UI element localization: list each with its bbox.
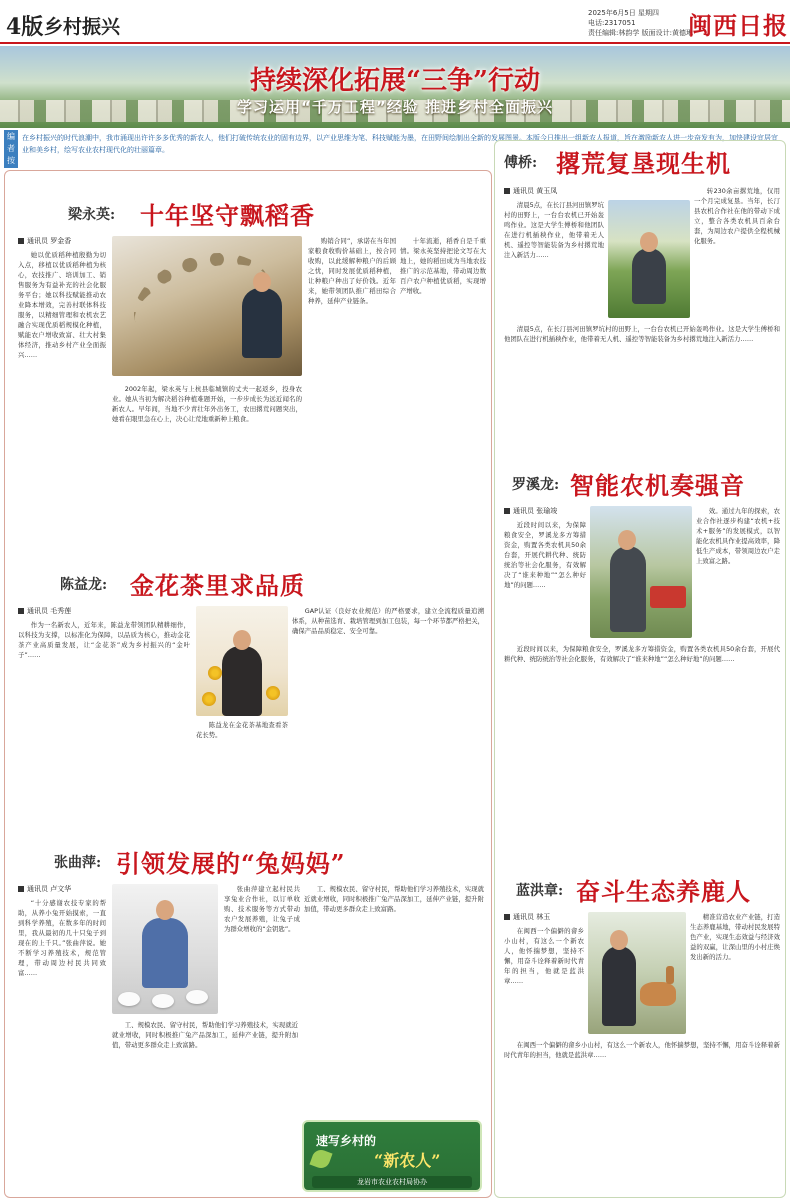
liang-col1: 她以优质稻种植殷勤为切入点，移植以优质稻种植为核心，农技推广、培训加工、销售服务为有益补充的社会化服务平台；她以科技赋能推动农业降本增效，完善村联体科技服务，以精细管理和农机农艺融合实现优质稻规模化种植，赋能农户增收致富、壮大村集体经济，推动乡村产业全面振兴…… (18, 251, 106, 359)
chen-photo (196, 606, 288, 716)
chen-byline: 通讯员 毛秀莲 (18, 606, 71, 616)
issue-meta (588, 8, 693, 38)
lan-person: 蓝洪章: (516, 883, 564, 899)
badge-line2: “新农人” (374, 1151, 441, 1170)
liang-byline: 通讯员 罗金香 (18, 236, 71, 246)
chen-col1: 作为一名新农人，近年来，陈益龙带领团队精耕细作，以科技为支撑，以标准化为保障，以品质为核心，推动金花茶产业高质量发展，让“金花茶”成为乡村振兴的“金叶子”…… (18, 621, 190, 659)
banner-subtitle: 学习运用“千万工程”经验 推进乡村全面振兴 (237, 98, 553, 116)
chen-person: 陈益龙: (60, 577, 108, 593)
issue-editors: 责任编辑:林韵学 版面设计:黄德琳 (588, 29, 693, 37)
fu-col2: 转230余亩撂荒地，仅用一个月完成复垦。当年，长汀县农机合作社在他的带动下成立，整合各类农机具百余台套，为周边农户提供全程机械化服务。 (694, 187, 780, 245)
liang-col3: 购销合同”，承诺在当年国家粮食收购价基础上，按合同收购，以此缓解种粮户的后顾之忧，同时发展优质稻种植，让种粮户种出了好价钱。近年来，她带领团队推广稻田综合种养，延伸产业链条。 (308, 237, 396, 305)
masthead (0, 0, 790, 44)
zhang-col3a: 张曲萍建立起村民共享兔业合作社，以订单收购、技术服务等方式带动农户发展养殖，让兔子成为群众增收的“金钥匙”。 (224, 885, 300, 933)
zhang-col1: “十分感谢农技专家的帮助，从养小兔开始摸索，一直到科学养殖，在数多年的时间里，我从最初的几十只兔子到现在的上千只。”张曲萍说。她不断学习养殖技术，规范管理，带动周边村民共同致富…… (18, 899, 106, 977)
banner-title: 持续深化拓展“三争”行动 (250, 66, 540, 96)
editor-note: 在乡村振兴的时代浪潮中，我市涌现出许许多多优秀的新农人，他们打破传统农业的固有边界，以产业思维为笔、科技赋能为墨，在田野间绘制出全新的发展图景。本版今日推出一组新农人报道，旨在激励新农人进一步奋发有为，加快建设宜居宜业和美乡村，绘写农业农村现代化的壮丽篇章。 (22, 134, 778, 154)
zhang-photo (112, 884, 218, 1014)
luo-col1: 近段时间以来，为保障粮食安全，罗溪龙多方筹措资金，购置各类农机具50余台套，开展代耕代种、统防统治等社会化服务，有效解决了“谁来种地”“怎么种好地”的问题…… (504, 521, 586, 589)
liang-title: 十年坚守飘稻香 (140, 201, 315, 230)
zhang-col3: 工、规模农民、留守村民，帮助他们学习养殖技术，实现就近就业增收，同时积极推广兔产品深加工，延伸产业链，提升附加值，带动更多群众走上致富路。 (304, 885, 484, 913)
issue-phone: 电话:2317051 (588, 19, 636, 27)
fu-person: 傅桥: (504, 155, 538, 171)
zhang-byline: 通讯员 卢文华 (18, 884, 71, 894)
lan-col1: 在闽西一个偏僻的畲乡小山村，有这么一个新农人，他怀揣梦想，坚持不懈，用奋斗诠释着新时代青年的担当，他就是蓝洪章…… (504, 927, 584, 985)
luo-person: 罗溪龙: (512, 477, 560, 493)
fu-col1: 清晨5点，在长汀县河田镇罗坑村的田野上，一台台农机已开始轰鸣作业。这是大学生傅桥和他团队在进行机插秧作业，他带着无人机、遥控等智能装备为乡村撂荒地注入新活力…… (504, 201, 604, 259)
editor-note-tag: 编者按 (4, 130, 18, 168)
new-farmer-badge (302, 1120, 482, 1192)
zhang-col2: 工、规模农民、留守村民，帮助他们学习养殖技术，实现就近就业增收，同时积极推广兔产品深加工，延伸产业链，提升附加值，带动更多群众走上致富路。 (112, 1021, 298, 1049)
chen-title: 金花茶里求品质 (130, 571, 305, 600)
zhang-title: 引领发展的“兔妈妈” (116, 849, 346, 878)
fu-col3: 清晨5点，在长汀县河田镇罗坑村的田野上，一台台农机已开始轰鸣作业。这是大学生傅桥和他团队在进行机插秧作业，他带着无人机、遥控等智能装备为乡村撂荒地注入新活力…… (504, 325, 780, 343)
leaf-icon (309, 1147, 332, 1170)
badge-line1: 速写乡村的 (316, 1134, 377, 1148)
banner (0, 46, 790, 128)
luo-col2: 效。通过九年的探索，农业合作社逐步构建“农机+技术+服务”的发展模式，以智能化农机具作业提高效率，降低生产成本，带领周边农户走上致富之路。 (696, 507, 780, 565)
luo-title: 智能农机奏强音 (570, 471, 745, 500)
fu-photo (608, 200, 690, 318)
lan-title: 奋斗生态养鹿人 (576, 877, 751, 906)
luo-col3: 近段时间以来，为保障粮食安全，罗溪龙多方筹措资金，购置各类农机具50余台套，开展代耕代种、统防统治等社会化服务，有效解决了“谁来种地”“怎么种好地”的问题…… (504, 645, 780, 663)
page-number: 4版 (6, 14, 44, 40)
badge-line3: 龙岩市农业农村局协办 (312, 1176, 472, 1188)
liang-person: 梁永英: (68, 207, 116, 223)
lan-col2: 精准营造农业产业链，打造生态养鹿基地，带动村民发展特色产业，实现生态效益与经济效益的双赢，让深山里的小村庄焕发出新的活力。 (690, 913, 780, 961)
lan-byline: 通讯员 林玉 (504, 912, 550, 922)
chen-col2: GAP认证（良好农业规范）的严格要求，建立全流程质量追溯体系，从种苗选育、栽培管理到加工包装，每一个环节都严格把关，确保产品品质稳定、安全可靠。 (292, 607, 484, 635)
fu-title: 撂荒复垦现生机 (556, 149, 731, 178)
issue-date: 2025年6月5日 星期四 (588, 9, 659, 17)
newspaper-logo: 闽西日报 (688, 11, 788, 40)
luo-photo (590, 506, 692, 638)
section-name: 乡村振兴 (44, 16, 121, 38)
lan-photo (588, 912, 686, 1034)
fu-byline: 通讯员 黄玉凤 (504, 186, 557, 196)
zhang-person: 张曲萍: (54, 855, 102, 871)
lan-col3: 在闽西一个偏僻的畲乡小山村，有这么一个新农人，他怀揣梦想，坚持不懈，用奋斗诠释着新时代青年的担当，他就是蓝洪章…… (504, 1041, 780, 1059)
luo-byline: 通讯员 张瑜竣 (504, 506, 557, 516)
liang-photo (112, 236, 302, 376)
chen-caption: 陈益龙在金花茶基地查看茶花长势。 (196, 721, 288, 739)
liang-col2: 2002年起，梁永英与上杭县临城镇的丈夫一起返乡，投身农业。她从当初为解决稻谷种植难题开始，一步步成长为远近闻名的新农人。早年间，当地不少青壮年外出务工，农田撂荒问题突出，她看在眼里急在心上，决心让荒地重新种上粮食。 (112, 385, 302, 423)
liang-col4: 十年流逝，稻香自是千重情。梁永英坚持把论文写在大地上，她的稻田成为当地农技推广的示范基地，带动周边数百户农户种植优质稻，实现增产增收。 (400, 237, 486, 295)
